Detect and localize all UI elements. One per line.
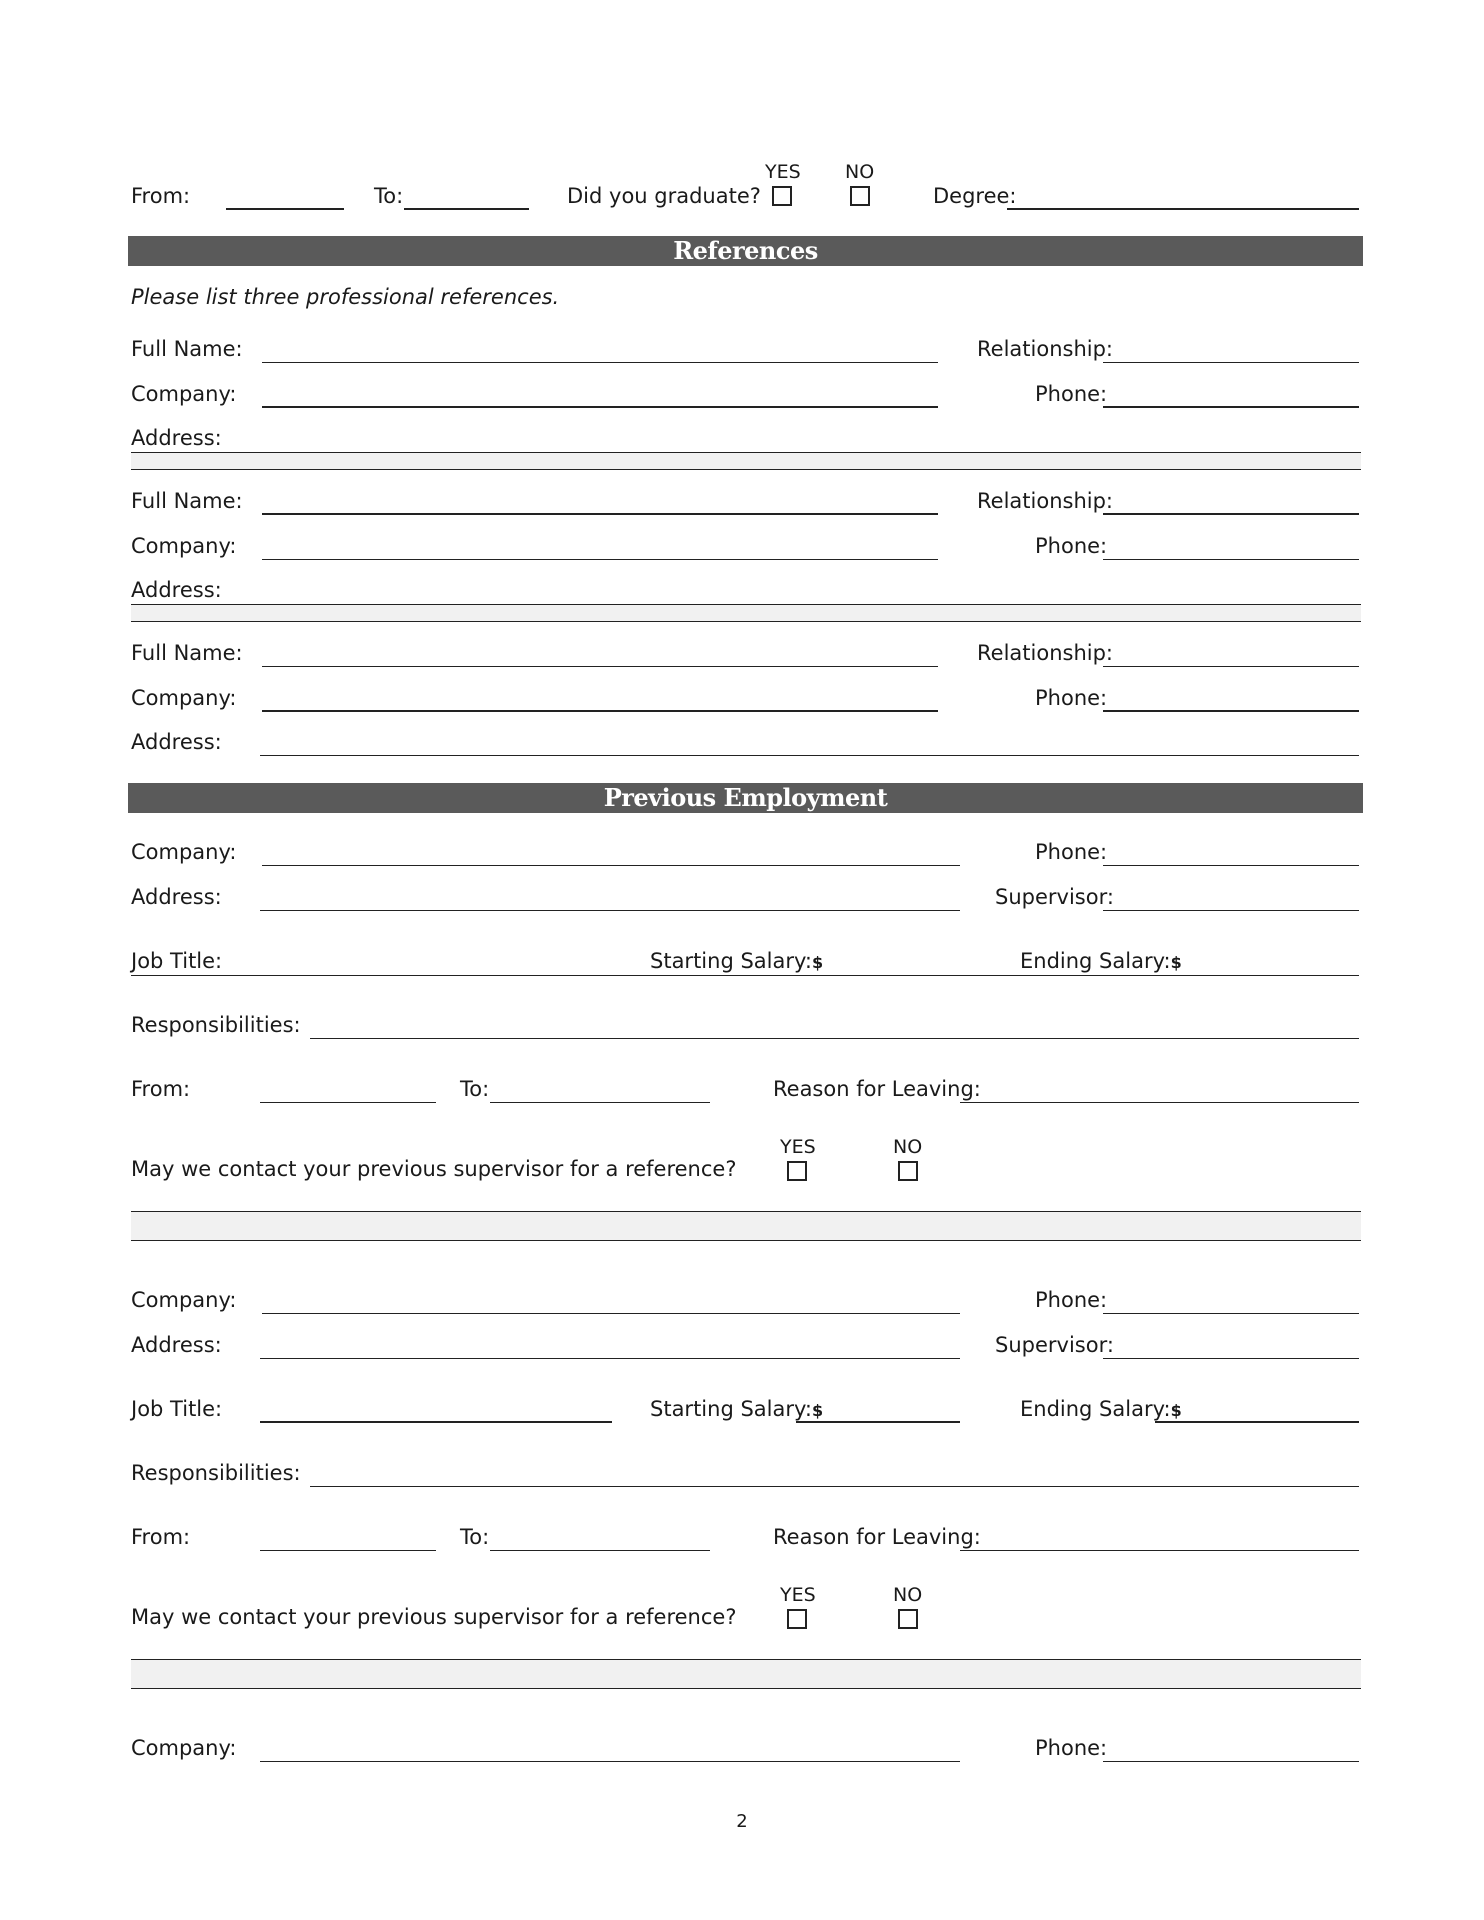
ref1-phone-field[interactable] <box>1103 382 1359 408</box>
ref2-phone-field[interactable] <box>1103 534 1359 560</box>
ref1-address-field[interactable] <box>131 452 1361 470</box>
ref2-full-name-label: Full Name: <box>131 489 243 513</box>
emp2-ending-salary-label: Ending Salary:$ <box>1020 1397 1182 1421</box>
ref2-full-name-field[interactable] <box>262 489 938 515</box>
emp1-phone-field[interactable] <box>1103 840 1359 866</box>
ref3-company-field[interactable] <box>262 686 938 712</box>
emp2-job-title-field[interactable] <box>260 1397 612 1423</box>
emp2-responsibilities-field[interactable] <box>310 1461 1359 1487</box>
emp2-phone-label: Phone: <box>1035 1288 1108 1312</box>
ref1-full-name-label: Full Name: <box>131 337 243 361</box>
ref1-company-label: Company: <box>131 382 237 406</box>
ref1-relationship-label: Relationship: <box>977 337 1113 361</box>
emp1-starting-salary-label: Starting Salary:$ <box>650 949 824 973</box>
emp2-contact-no-checkbox[interactable] <box>898 1609 918 1629</box>
ref2-address-label: Address: <box>131 578 222 602</box>
edu-from-field[interactable] <box>226 184 344 210</box>
emp2-company-field[interactable] <box>262 1288 960 1314</box>
edu-to-label: To: <box>374 184 404 208</box>
emp1-contact-question: May we contact your previous supervisor for a reference? <box>131 1157 737 1181</box>
emp2-starting-salary-field[interactable] <box>796 1397 960 1423</box>
emp3-phone-label: Phone: <box>1035 1736 1108 1760</box>
emp2-reason-label: Reason for Leaving: <box>773 1525 981 1549</box>
emp1-from-label: From: <box>131 1077 191 1101</box>
ref3-full-name-label: Full Name: <box>131 641 243 665</box>
emp2-responsibilities-label: Responsibilities: <box>131 1461 301 1485</box>
emp2-contact-yes-checkbox[interactable] <box>787 1609 807 1629</box>
emp1-responsibilities-field[interactable] <box>310 1013 1359 1039</box>
emp2-job-title-label: Job Title: <box>131 1397 223 1421</box>
emp1-ending-salary-label: Ending Salary:$ <box>1020 949 1182 973</box>
emp2-phone-field[interactable] <box>1103 1288 1359 1314</box>
emp2-from-field[interactable] <box>260 1525 436 1551</box>
ref2-company-label: Company: <box>131 534 237 558</box>
emp2-from-label: From: <box>131 1525 191 1549</box>
emp1-address-field[interactable] <box>260 885 960 911</box>
emp2-ending-salary-field[interactable] <box>1155 1397 1359 1423</box>
emp1-job-title-label: Job Title: <box>131 949 223 973</box>
references-instruction: Please list three professional references. <box>131 285 560 309</box>
emp1-address-label: Address: <box>131 885 222 909</box>
ref3-relationship-label: Relationship: <box>977 641 1113 665</box>
ref3-phone-field[interactable] <box>1103 686 1359 712</box>
emp1-separator-band <box>131 1211 1361 1241</box>
graduate-yes-label: YES <box>765 161 801 183</box>
emp3-company-label: Company: <box>131 1736 237 1760</box>
emp1-responsibilities-label: Responsibilities: <box>131 1013 301 1037</box>
emp1-reason-field[interactable] <box>960 1077 1359 1103</box>
emp2-company-label: Company: <box>131 1288 237 1312</box>
ref3-address-label: Address: <box>131 730 222 754</box>
emp2-to-label: To: <box>460 1525 490 1549</box>
graduate-question: Did you graduate? <box>567 184 761 208</box>
edu-to-field[interactable] <box>404 184 529 210</box>
ref2-relationship-label: Relationship: <box>977 489 1113 513</box>
ref1-relationship-field[interactable] <box>1103 337 1359 363</box>
emp1-to-label: To: <box>460 1077 490 1101</box>
emp2-contact-no-label: NO <box>893 1584 923 1606</box>
emp1-contact-yes-checkbox[interactable] <box>787 1161 807 1181</box>
emp1-company-field[interactable] <box>262 840 960 866</box>
emp2-supervisor-label: Supervisor: <box>995 1333 1114 1357</box>
emp1-supervisor-field[interactable] <box>1103 885 1359 911</box>
emp1-company-label: Company: <box>131 840 237 864</box>
graduate-no-checkbox[interactable] <box>850 186 870 206</box>
degree-label: Degree: <box>933 184 1017 208</box>
ref2-relationship-field[interactable] <box>1103 489 1359 515</box>
emp3-phone-field[interactable] <box>1103 1736 1359 1762</box>
edu-from-label: From: <box>131 184 191 208</box>
ref1-full-name-field[interactable] <box>262 337 938 363</box>
emp1-phone-label: Phone: <box>1035 840 1108 864</box>
ref3-company-label: Company: <box>131 686 237 710</box>
ref1-address-label: Address: <box>131 426 222 450</box>
emp2-separator-band <box>131 1659 1361 1689</box>
emp1-contact-no-checkbox[interactable] <box>898 1161 918 1181</box>
graduate-no-label: NO <box>845 161 875 183</box>
degree-field[interactable] <box>1007 184 1359 210</box>
emp2-reason-field[interactable] <box>960 1525 1359 1551</box>
ref2-phone-label: Phone: <box>1035 534 1108 558</box>
emp1-contact-yes-label: YES <box>780 1136 816 1158</box>
graduate-yes-checkbox[interactable] <box>772 186 792 206</box>
emp2-supervisor-field[interactable] <box>1103 1333 1359 1359</box>
ref2-company-field[interactable] <box>262 534 938 560</box>
emp1-supervisor-label: Supervisor: <box>995 885 1114 909</box>
emp2-starting-salary-label: Starting Salary:$ <box>650 1397 824 1421</box>
ref2-address-field[interactable] <box>131 604 1361 622</box>
emp1-contact-no-label: NO <box>893 1136 923 1158</box>
ref1-phone-label: Phone: <box>1035 382 1108 406</box>
emp2-address-field[interactable] <box>260 1333 960 1359</box>
emp1-to-field[interactable] <box>490 1077 710 1103</box>
emp2-to-field[interactable] <box>490 1525 710 1551</box>
ref1-company-field[interactable] <box>262 382 938 408</box>
ref3-address-field[interactable] <box>260 730 1359 756</box>
emp3-company-field[interactable] <box>260 1736 960 1762</box>
emp2-contact-yes-label: YES <box>780 1584 816 1606</box>
emp1-reason-label: Reason for Leaving: <box>773 1077 981 1101</box>
previous-employment-section-header: Previous Employment <box>128 783 1363 813</box>
page-number: 2 <box>736 1811 748 1832</box>
emp2-address-label: Address: <box>131 1333 222 1357</box>
emp1-job-salary-line[interactable] <box>131 975 1359 976</box>
ref3-relationship-field[interactable] <box>1103 641 1359 667</box>
emp1-from-field[interactable] <box>260 1077 436 1103</box>
references-section-header: References <box>128 236 1363 266</box>
ref3-phone-label: Phone: <box>1035 686 1108 710</box>
emp2-contact-question: May we contact your previous supervisor for a reference? <box>131 1605 737 1629</box>
ref3-full-name-field[interactable] <box>262 641 938 667</box>
